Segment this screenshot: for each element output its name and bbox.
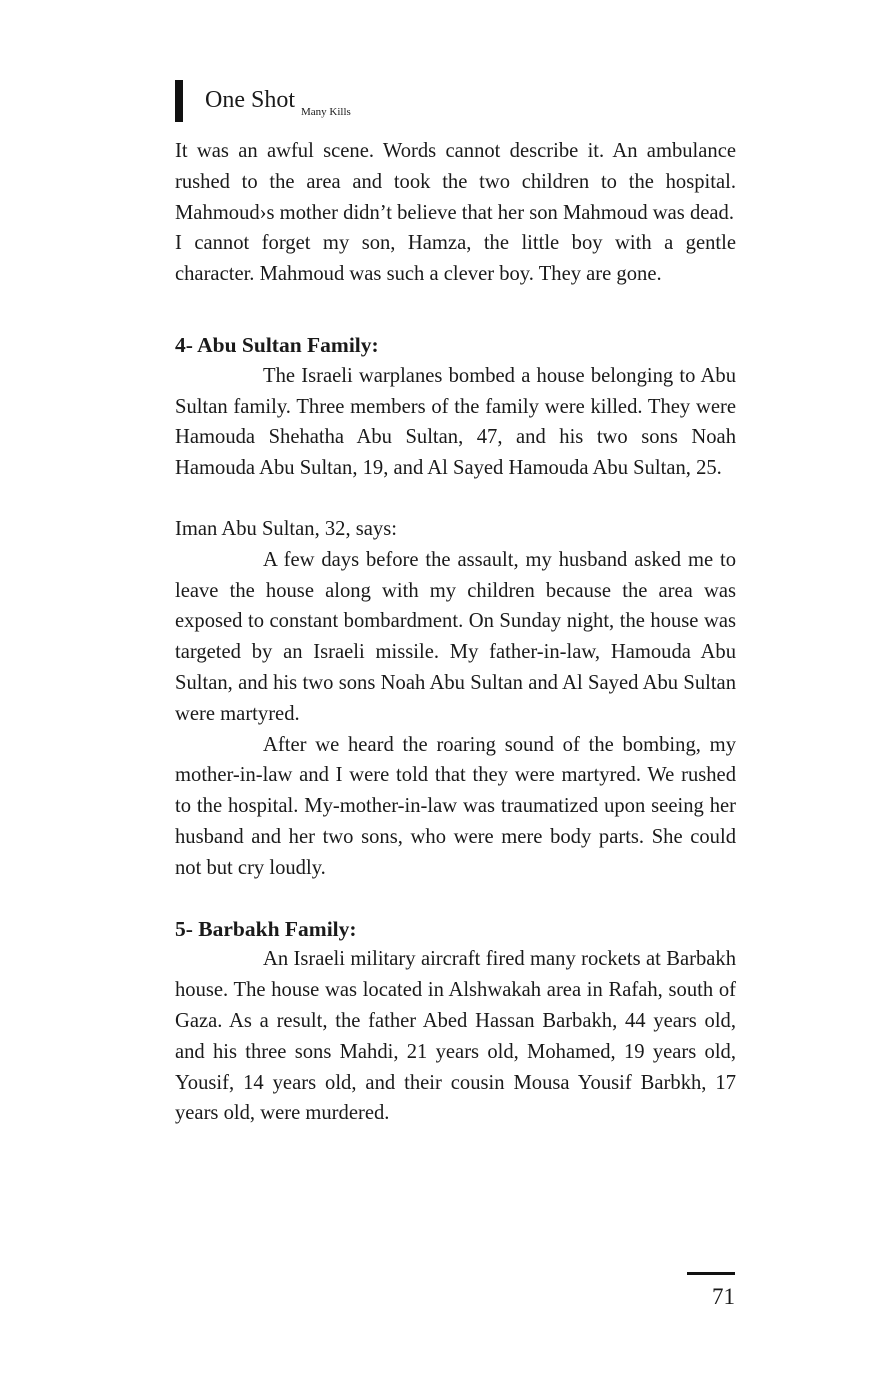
paragraph: After we heard the roaring sound of the bombing, my mother-in-law and I were told that they were martyred. We rushed to the hospital. My-mother-in-law was traumatized upon seeing her husband and her two sons, who were mere body parts. She could not but cry loudly. bbox=[175, 733, 736, 879]
section-heading: 4- Abu Sultan Family: bbox=[175, 332, 379, 357]
paragraph: It was an awful scene. Words cannot describe it. An ambulance rushed to the area and took the two children to the hospital. Mahmoud›s mother didn’t believe that her son Mahmoud was dead. bbox=[175, 140, 736, 224]
header-bar bbox=[175, 80, 183, 122]
page-number: 71 bbox=[712, 1284, 735, 1309]
paragraph: The Israeli warplanes bombed a house belonging to Abu Sultan family. Three members of the family were killed. They were Hamouda Shehatha Abu Sultan, 47, and his two sons Noah Hamouda Abu Sultan, 19, and Al Sayed Hamouda Abu Sultan, 25. bbox=[175, 364, 736, 480]
paragraph: Iman Abu Sultan, 32, says: bbox=[175, 517, 397, 540]
book-subtitle: Many Kills bbox=[301, 106, 351, 118]
running-header bbox=[175, 80, 351, 122]
book-title: One Shot bbox=[205, 87, 295, 113]
paragraph: I cannot forget my son, Hamza, the little boy with a gentle character. Mahmoud was such a clever boy. They are gone. bbox=[175, 232, 736, 286]
page-body bbox=[175, 136, 736, 1129]
section-heading: 5- Barbakh Family: bbox=[175, 916, 357, 941]
page-number-rule bbox=[687, 1272, 735, 1275]
paragraph: An Israeli military aircraft fired many rockets at Barbakh house. The house was located in Alshwakah area in Rafah, south of Gaza. As a result, the father Abed Hassan Barbakh, 44 years old, and his three sons Mahdi, 21 years old, Mohamed, 19 years old, Yousif, 14 years old, and their cousin Mousa Yousif Barbkh, 17 years old, were murdered. bbox=[175, 948, 736, 1125]
spacer bbox=[175, 290, 736, 330]
paragraph: A few days before the assault, my husband asked me to leave the house along with my children because the area was exposed to constant bombardment. On Sunday night, the house was targeted by an Israeli missile. My father-in-law, Hamouda Abu Sultan, and his two sons Noah Abu Sultan and Al Sayed Abu Sultan were martyred. bbox=[175, 548, 736, 725]
spacer bbox=[175, 884, 736, 914]
spacer bbox=[175, 484, 736, 514]
